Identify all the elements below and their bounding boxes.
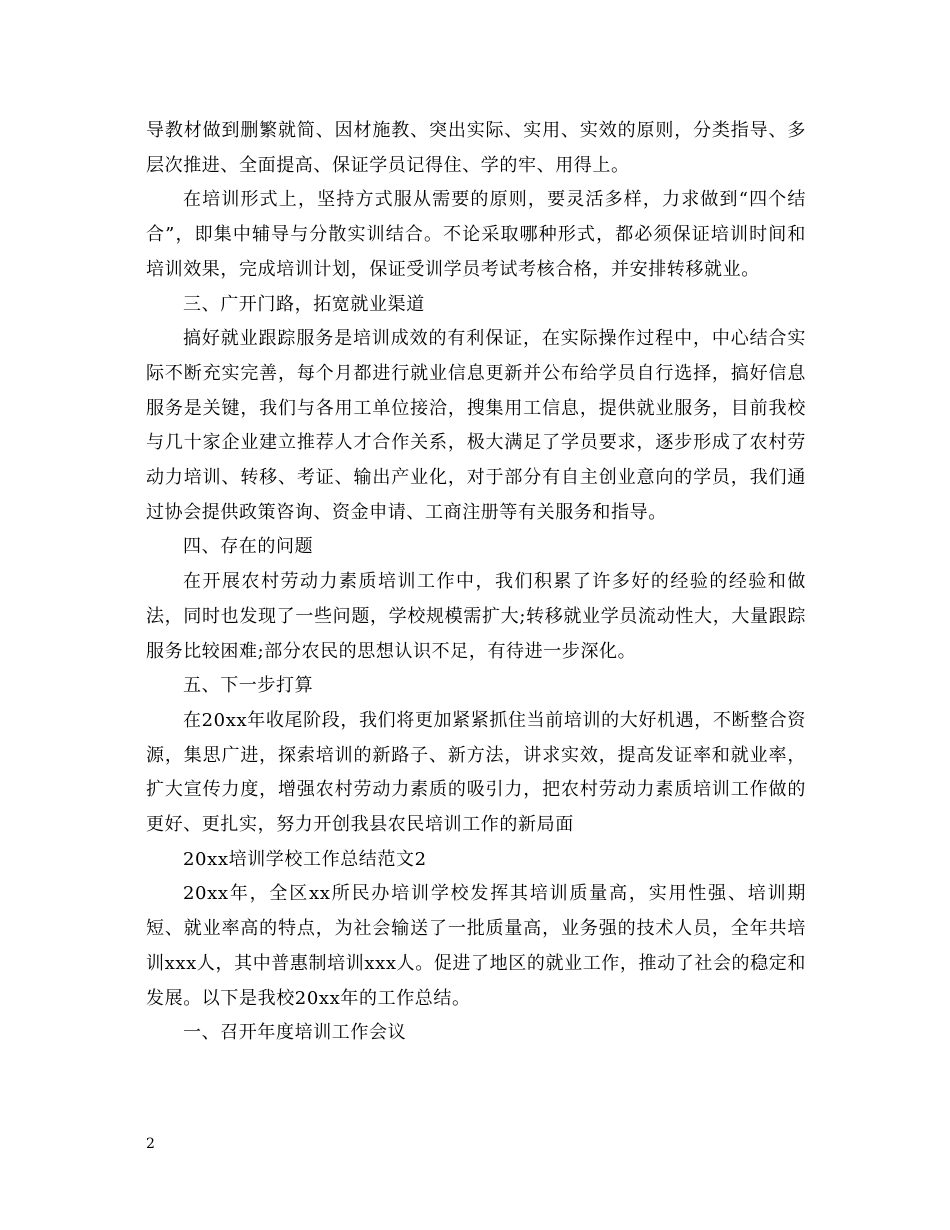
- document-subtitle: 20xx培训学校工作总结范文2: [183, 848, 427, 870]
- section-heading: 五、下一步打算: [183, 675, 314, 697]
- document-body: [146, 114, 806, 1051]
- section-heading: 一、召开年度培训工作会议: [183, 1022, 407, 1044]
- paragraph: 导教材做到删繁就简、因材施教、突出实际、实用、实效的原则，分类指导、多层次推进、全面提高、保证学员记得住、学的牢、用得上。: [146, 120, 806, 176]
- paragraph: 20xx年，全区xx所民办培训学校发挥其培训质量高，实用性强、培训期短、就业率高的特点，为社会输送了一批质量高，业务强的技术人员，全年共培训xxx人，其中普惠制培训xxx人。促进了地区的就业工作，推动了社会的稳定和发展。以下是我校20xx年的工作总结。: [146, 883, 806, 1009]
- section-heading: 三、广开门路，拓宽就业渠道: [183, 293, 425, 315]
- paragraph: 搞好就业跟踪服务是培训成效的有利保证，在实际操作过程中，中心结合实际不断充实完善，每个月都进行就业信息更新并公布给学员自行选择，搞好信息服务是关键，我们与各用工单位接洽，搜集用工信息，提供就业服务，目前我校与几十家企业建立推荐人才合作关系，极大满足了学员要求，逐步形成了农村劳动力培训、转移、考证、输出产业化，对于部分有自主创业意向的学员，我们通过协会提供政策咨询、资金申请、工商注册等有关服务和指导。: [146, 328, 806, 523]
- section-heading: 四、存在的问题: [183, 536, 314, 558]
- paragraph: 在培训形式上，坚持方式服从需要的原则，要灵活多样，力求做到“四个结合”，即集中辅导与分散实训结合。不论采取哪种形式，都必须保证培训时间和培训效果，完成培训计划，保证受训学员考试考核合格，并安排转移就业。: [146, 189, 806, 280]
- paragraph: 在开展农村劳动力素质培训工作中，我们积累了许多好的经验的经验和做法，同时也发现了一些问题，学校规模需扩大;转移就业学员流动性大，大量跟踪服务比较困难;部分农民的思想认识不足，有待进一步深化。: [146, 571, 806, 662]
- paragraph: 在20xx年收尾阶段，我们将更加紧紧抓住当前培训的大好机遇，不断整合资源，集思广进，探索培训的新路子、新方法，讲求实效，提高发证率和就业率，扩大宣传力度，增强农村劳动力素质的吸引力，把农村劳动力素质培训工作做的更好、更扎实，努力开创我县农民培训工作的新局面: [146, 709, 806, 836]
- page-number: 2: [146, 1136, 155, 1152]
